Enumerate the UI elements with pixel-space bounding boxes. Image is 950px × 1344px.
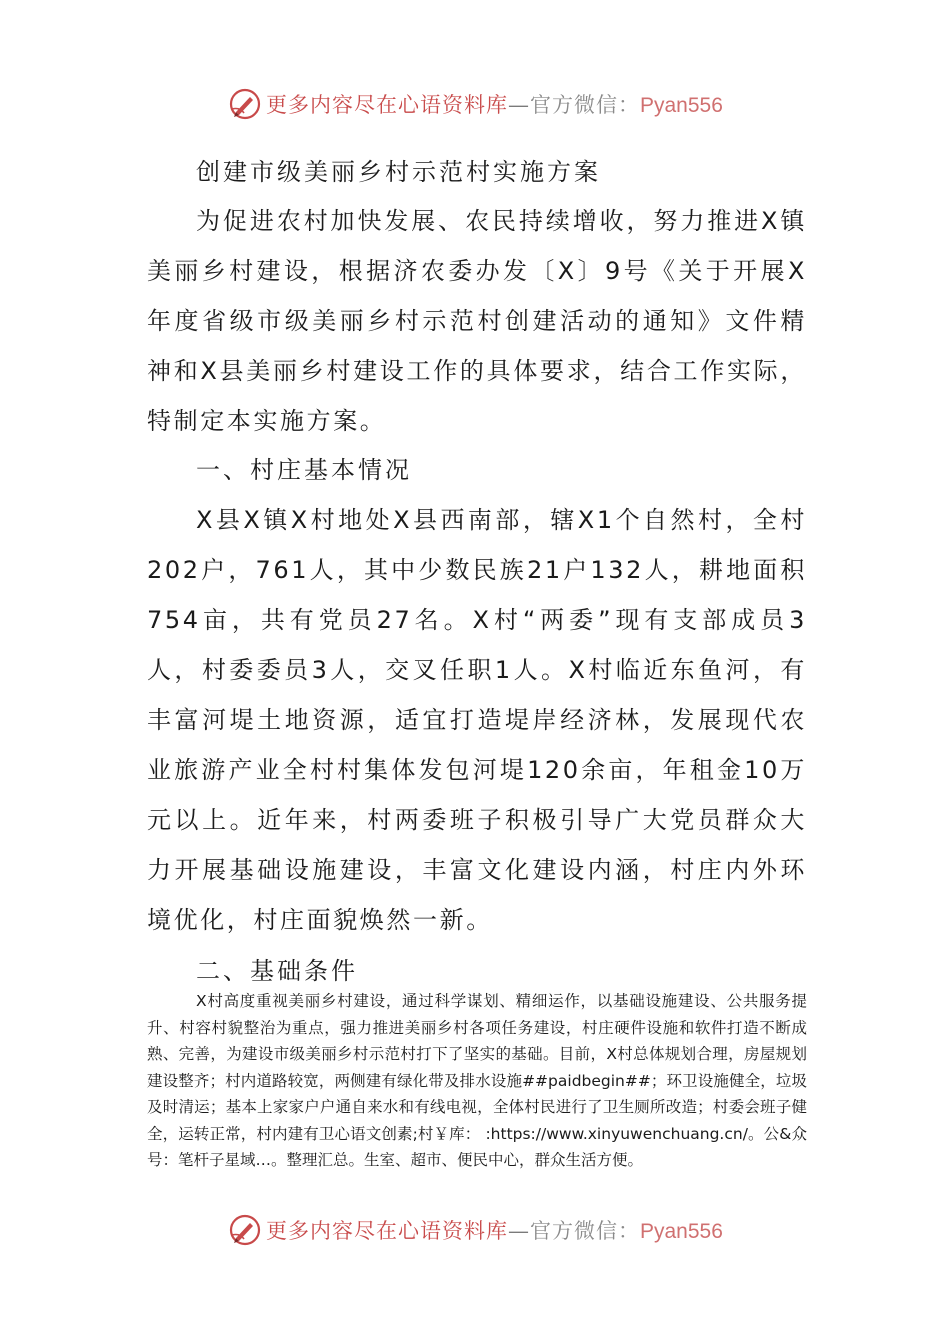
banner-wechat-label: 官方微信：: [530, 93, 640, 117]
banner-wechat-id: Pyan556: [640, 94, 723, 117]
pen-logo-icon: [228, 87, 262, 121]
banner-text: [266, 89, 723, 119]
intro-paragraph: 为促进农村加快发展、农民持续增收，努力推进X镇美丽乡村建设，根据济农委办发〔X〕9号《关于开展X年度省级市级美丽乡村示范村创建活动的通知》文件精神和X县美丽乡村建设工作的具体要求，结合工作实际，特制定本实施方案。: [147, 207, 807, 435]
banner-dash: —: [508, 1219, 530, 1243]
banner-wechat-id: Pyan556: [640, 1220, 723, 1243]
section-heading-2: 二、基础条件: [196, 957, 358, 985]
header-banner[interactable]: [228, 84, 748, 124]
footer-banner[interactable]: [228, 1210, 748, 1250]
section-1-paragraph: X县X镇X村地处X县西南部，辖X1个自然村，全村202户，761人，其中少数民族21户132人，耕地面积754亩，共有党员27名。X村“两委”现有支部成员3人，村委委员3人，交叉任职1人。X村临近东鱼河，有丰富河堤土地资源，适宜打造堤岸经济林，发展现代农业旅游产业全村村集体发包河堤120余亩，年租金10万元以上。近年来，村两委班子积极引导广大党员群众大力开展基础设施建设，丰富文化建设内涵，村庄内外环境优化，村庄面貌焕然一新。: [147, 506, 807, 934]
banner-main-text: 更多内容尽在心语资料库: [266, 1219, 508, 1243]
banner-dash: —: [508, 93, 530, 117]
section-2-paragraph: X村高度重视美丽乡村建设，通过科学谋划、精细运作，以基础设施建设、公共服务提升、村容村貌整治为重点，强力推进美丽乡村各项任务建设，村庄硬件设施和软件打造不断成熟、完善，为建设市级美丽乡村示范村打下了坚实的基础。目前，X村总体规划合理，房屋规划建设整齐；村内道路较宽，两侧建有绿化带及排水设施##paidbegin##；环卫设施健全，垃圾及时清运；基本上家家户户通自来水和有线电视，全体村民进行了卫生厕所改造；村委会班子健全，运转正常，村内建有卫心语文创素;村￥库： :https://www.xinyuwenchuang.cn/。公&众号：笔杆子星域…。整理汇总。生室、超市、便民中心，群众生活方便。: [147, 992, 807, 1169]
banner-text: [266, 1215, 723, 1245]
pen-logo-icon: [228, 1213, 262, 1247]
document-title: 创建市级美丽乡村示范村实施方案: [196, 158, 601, 186]
banner-wechat-label: 官方微信：: [530, 1219, 640, 1243]
banner-main-text: 更多内容尽在心语资料库: [266, 93, 508, 117]
section-heading-1: 一、村庄基本情况: [196, 456, 412, 484]
